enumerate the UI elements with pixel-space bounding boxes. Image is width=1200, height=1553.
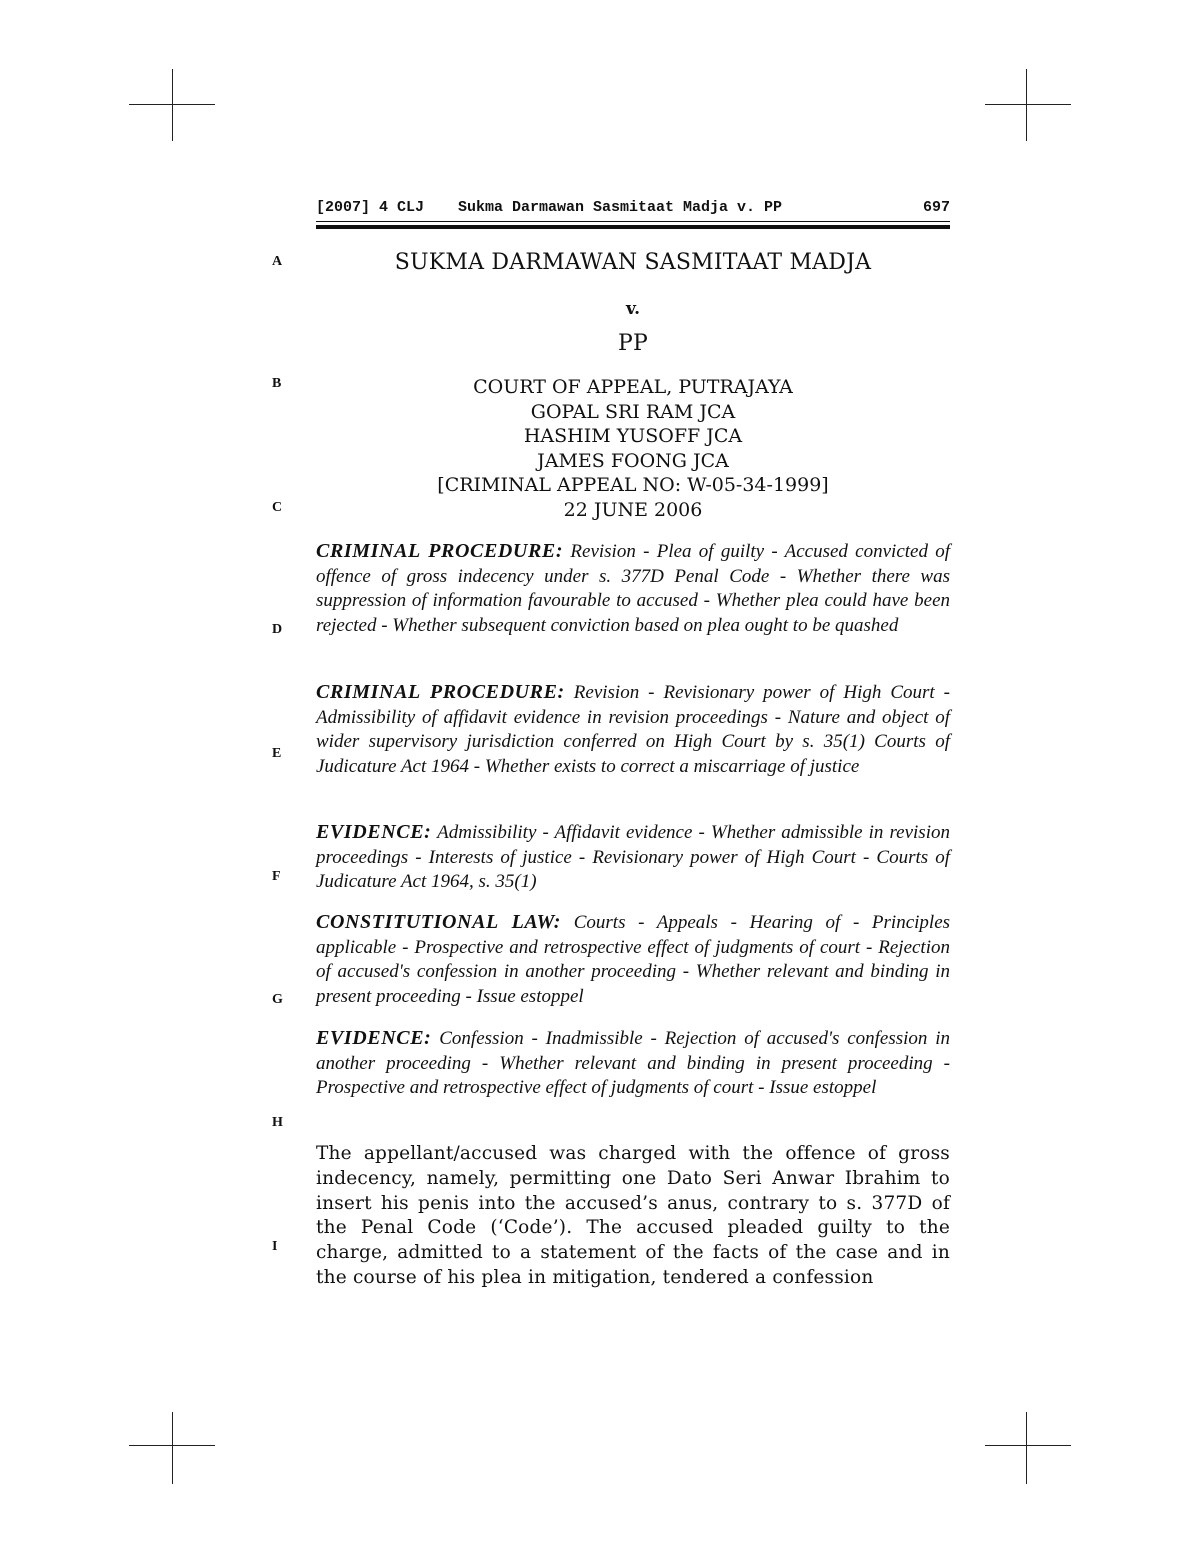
margin-letter-h: H [272,1115,283,1130]
margin-letter-d: D [272,622,283,637]
header-rule-thin [316,221,950,222]
judge-1: GOPAL SRI RAM JCA [530,400,736,423]
margin-letter-f: F [272,869,281,884]
header-rule-thick [316,225,950,229]
catchword-5 [316,1026,950,1101]
header-page-number: 697 [922,199,950,216]
catchword-text: Revision - Plea of guilty - Accused convicted of offence of gross indecency under s. 377D Penal Code - Whether there was suppression of information favourable to accused - Whether plea could have been rejected - Whether subsequent conviction based on plea ought to be quashed [316,541,951,636]
margin-letter-c: C [272,500,283,515]
headnote-paragraph: The appellant/accused was charged with the offence of gross indecency, namely, permitting one Dato Seri Anwar Ibrahim to insert his penis into the accused’s anus, contrary to s. 377D of the Penal Code (‘Code’). The accused pleaded guilty to the charge, admitted to a statement of the facts of the case and in the course of his plea in mitigation, tendered a confession [316,1143,950,1288]
running-header [316,199,950,219]
catchword-text: Confession - Inadmissible - Rejection of accused's confession in another proceeding - Whether relevant and binding in present proceeding - Prospective and retrospective effect of judgments of court - Issue estoppel [316,1028,951,1099]
crop-mark-bottom-right-v [1026,1412,1027,1484]
header-citation: [2007] 4 CLJ [316,199,425,216]
decision-date: 22 JUNE 2006 [563,498,703,521]
catchword-text: Courts - Appeals - Hearing of - Principles applicable - Prospective and retrospective effect of judgments of court - Rejection of accused's confession in another proceeding - Whether relevant and binding in present proceeding - Issue estoppel [316,912,951,1007]
appeal-number: [CRIMINAL APPEAL NO: W-05-34-1999] [437,474,829,496]
crop-mark-bottom-right-h [985,1445,1071,1446]
catchword-3 [316,820,950,895]
crop-mark-bottom-left-v [172,1412,173,1484]
crop-mark-top-left-v [172,69,173,141]
catchword-text: Revision - Revisionary power of High Court - Admissibility of affidavit evidence in revision proceedings - Nature and object of wider supervisory jurisdiction conferred on High Court by s. 35(1) Courts of Judicature Act 1964 - Whether exists to correct a miscarriage of justice [316,682,950,777]
versus-label: v. [625,299,641,319]
catchword-heading: CRIMINAL PROCEDURE: [316,681,565,703]
judge-2: HASHIM YUSOFF JCA [523,425,743,447]
catchword-2 [316,680,950,779]
court-name: COURT OF APPEAL, PUTRAJAYA [473,376,793,398]
catchword-1 [316,539,950,638]
catchword-text: Admissibility - Affidavit evidence - Whether admissible in revision proceedings - Interests of justice - Revisionary power of High Court - Courts of Judicature Act 1964, s. 35(1) [316,822,950,893]
margin-letter-i: I [272,1239,278,1254]
margin-letter-b: B [272,376,282,391]
margin-letter-a: A [272,254,283,269]
crop-mark-top-right-v [1026,69,1027,141]
judge-3: JAMES FOONG JCA [537,449,729,472]
catchword-heading: CONSTITUTIONAL LAW: [316,911,562,933]
catchword-heading: CRIMINAL PROCEDURE: [316,540,564,562]
crop-mark-top-right-h [985,104,1071,105]
catchword-heading: EVIDENCE: [316,1027,432,1049]
appellant-name: SUKMA DARMAWAN SASMITAAT MADJA [394,250,872,275]
margin-letter-e: E [272,746,282,761]
respondent-name: PP [617,331,648,356]
margin-letter-g: G [272,992,283,1007]
catchword-4 [316,910,950,1009]
court-details [316,375,950,522]
header-case-name: Sukma Darmawan Sasmitaat Madja v. PP [458,199,783,216]
catchword-heading: EVIDENCE: [316,821,432,843]
